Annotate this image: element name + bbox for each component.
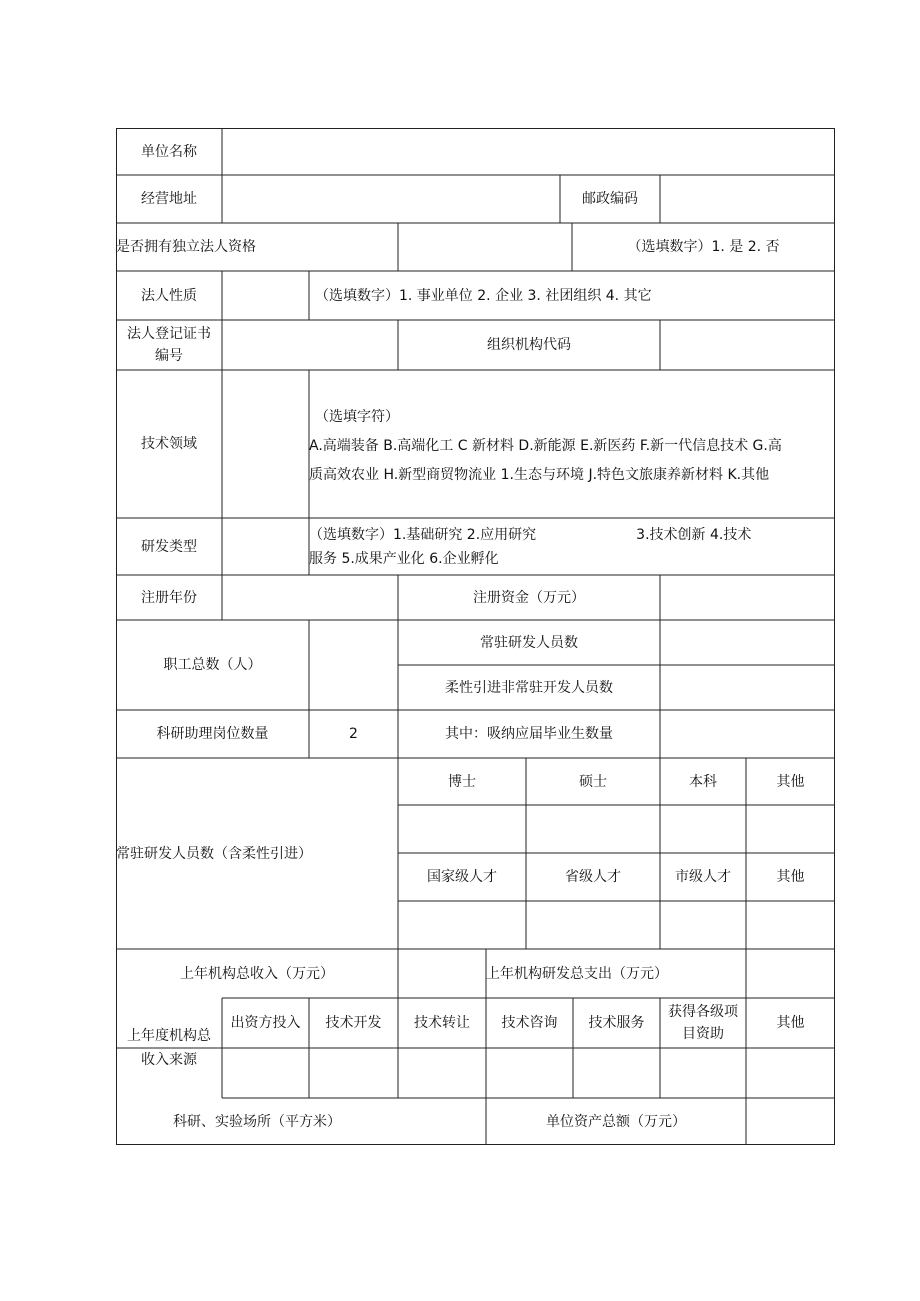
degree-header-master: 硕士 (579, 773, 607, 790)
registration-cert-input[interactable] (222, 320, 398, 370)
degree-header-bachelor: 本科 (689, 773, 717, 790)
talent-header-provincial: 省级人才 (565, 869, 621, 885)
rd-type-hint-part2: 3.技术创新 4.技术 (636, 526, 752, 543)
graduates-input[interactable] (660, 710, 835, 758)
talent-value-national[interactable] (398, 901, 526, 949)
org-code-label: 组织机构代码 (487, 337, 571, 353)
org-code-input[interactable] (660, 320, 835, 370)
reg-capital-label: 注册资金（万元） (473, 589, 585, 606)
rd-type-hint-part1: （选填数字）1.基础研究 2.应用研究 (309, 526, 537, 543)
rd-type-hint-line1 (309, 523, 751, 547)
degree-value-bachelor[interactable] (660, 805, 746, 853)
tech-field-hint-line2: A.高端装备 B.高端化工 C 新材料 D.新能源 E.新医药 F.新一代信息技术 G.高 (309, 437, 782, 454)
staff-total-label: 职工总数（人） (163, 657, 262, 673)
address-label: 经营地址 (141, 191, 197, 207)
rd-type-hint-line2: 服务 5.成果产业化 6.企业孵化 (309, 550, 499, 567)
degree-value-master[interactable] (526, 805, 660, 853)
flexible-staff-input[interactable] (660, 665, 835, 710)
registration-cert-label (116, 320, 222, 370)
legal-nature-hint: （选填数字）1. 事业单位 2. 企业 3. 社团组织 4. 其它 (315, 287, 652, 304)
income-source-header-investor: 出资方投入 (230, 1015, 301, 1031)
income-source-value-tech-consulting[interactable] (486, 1048, 573, 1098)
graduates-label: 其中：吸纳应届毕业生数量 (445, 726, 613, 742)
legal-nature-input[interactable] (222, 271, 309, 320)
income-source-value-tech-transfer[interactable] (398, 1048, 486, 1098)
postcode-input[interactable] (660, 175, 835, 223)
address-input[interactable] (222, 175, 560, 223)
income-source-value-investor[interactable] (222, 1048, 309, 1098)
degree-header-phd: 博士 (448, 773, 476, 790)
unit-name-input[interactable] (222, 128, 835, 175)
income-source-label-line1: 上年度机构总 (127, 1028, 211, 1044)
income-source-header-tech-consulting: 技术咨询 (501, 1015, 558, 1031)
rd-type-hint (309, 518, 835, 575)
resident-breakdown-label: 常驻研发人员数（含柔性引进） (116, 845, 312, 862)
reg-year-input[interactable] (222, 575, 398, 620)
unit-name-label: 单位名称 (141, 143, 197, 160)
tech-field-hint-line1: （选填字符） (315, 408, 399, 425)
degree-header-other: 其他 (776, 773, 805, 790)
income-source-label-line2: 收入来源 (141, 1052, 197, 1068)
income-source-header-project-funding (660, 998, 746, 1048)
income-source-value-tech-service[interactable] (573, 1048, 660, 1098)
flexible-staff-label: 柔性引进非常驻开发人员数 (445, 679, 613, 696)
total-assets-input[interactable] (746, 1098, 835, 1145)
lab-area-label: 科研、实验场所（平方米） (173, 1113, 341, 1130)
tech-field-hint (309, 370, 835, 518)
income-source-header-project-funding-line2: 目资助 (682, 1026, 724, 1042)
registration-cert-label-line2: 编号 (155, 348, 183, 364)
legal-person-qualification-hint: （选填数字）1. 是 2. 否 (627, 239, 780, 255)
talent-header-municipal: 市级人才 (675, 869, 731, 885)
tech-field-input[interactable] (222, 370, 309, 518)
income-source-value-tech-development[interactable] (309, 1048, 398, 1098)
lab-area-input[interactable] (398, 1098, 486, 1145)
research-assistant-input[interactable]: 2 (349, 726, 358, 742)
legal-person-qualification-input[interactable] (398, 223, 572, 271)
talent-value-municipal[interactable] (660, 901, 746, 949)
resident-rd-staff-label: 常驻研发人员数 (480, 634, 578, 651)
total-assets-label: 单位资产总额（万元） (546, 1113, 686, 1130)
income-source-header-tech-transfer: 技术转让 (414, 1015, 470, 1031)
resident-rd-staff-input[interactable] (660, 620, 835, 665)
research-assistant-label: 科研助理岗位数量 (156, 726, 269, 742)
postcode-label: 邮政编码 (582, 191, 638, 207)
tech-field-label: 技术领域 (141, 436, 197, 452)
reg-capital-input[interactable] (660, 575, 835, 620)
income-source-value-other[interactable] (746, 1048, 835, 1098)
income-source-header-tech-service: 技术服务 (588, 1015, 645, 1031)
degree-value-other[interactable] (746, 805, 835, 853)
legal-nature-label: 法人性质 (141, 287, 197, 304)
last-year-rd-expense-label: 上年机构研发总支出（万元） (486, 965, 668, 982)
staff-total-input[interactable] (309, 620, 398, 710)
last-year-income-label: 上年机构总收入（万元） (180, 965, 334, 982)
income-source-header-tech-development: 技术开发 (325, 1015, 382, 1031)
income-source-label (116, 998, 222, 1098)
talent-value-provincial[interactable] (526, 901, 660, 949)
last-year-rd-expense-input[interactable] (746, 949, 835, 998)
rd-type-label: 研发类型 (141, 538, 197, 555)
reg-year-label: 注册年份 (141, 589, 197, 606)
last-year-income-input[interactable] (398, 949, 486, 998)
talent-header-other: 其他 (776, 869, 805, 885)
talent-header-national: 国家级人才 (427, 869, 497, 885)
rd-type-input[interactable] (222, 518, 309, 575)
income-source-header-other: 其他 (776, 1015, 805, 1031)
registration-cert-label-line1: 法人登记证书 (127, 326, 211, 342)
legal-person-qualification-label: 是否拥有独立法人资格 (116, 239, 256, 255)
registration-form (116, 128, 835, 1145)
degree-value-phd[interactable] (398, 805, 526, 853)
income-source-header-project-funding-line1: 获得各级项 (668, 1004, 738, 1020)
tech-field-hint-line3: 质高效农业 H.新型商贸物流业 1.生态与环境 J.特色文旅康养新材料 K.其他 (309, 466, 770, 483)
income-source-value-project-funding[interactable] (660, 1048, 746, 1098)
talent-value-other[interactable] (746, 901, 835, 949)
